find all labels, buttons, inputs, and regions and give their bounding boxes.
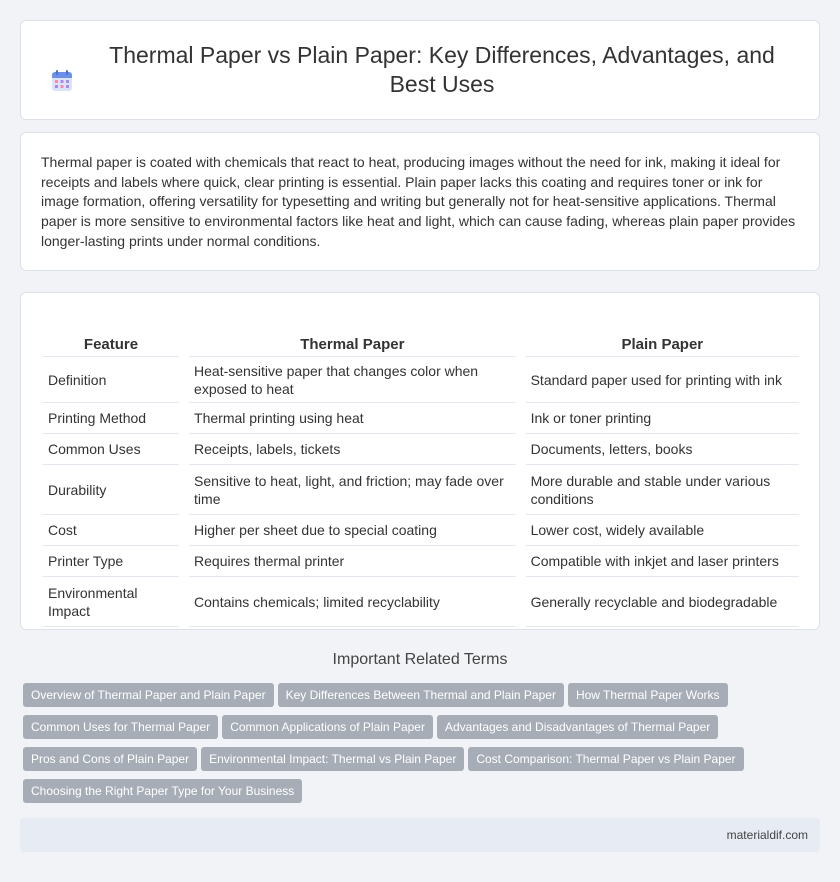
cell-thermal-paper: Higher per sheet due to special coating [189,515,516,546]
related-term-tag[interactable]: How Thermal Paper Works [568,683,728,707]
related-terms-title: Important Related Terms [332,651,508,668]
cell-plain-paper: Generally recyclable and biodegradable [526,577,799,627]
cell-thermal-paper: Receipts, labels, tickets [189,434,516,465]
title-card [20,20,820,120]
cell-plain-paper: Documents, letters, books [526,434,799,465]
related-term-tag[interactable]: Common Applications of Plain Paper [222,715,433,739]
related-term-tag[interactable]: Advantages and Disadvantages of Thermal Paper [437,715,718,739]
table-row [43,515,799,546]
related-term-tag[interactable]: Choosing the Right Paper Type for Your Business [23,779,302,803]
table-row [43,465,799,515]
cell-thermal-paper: Contains chemicals; limited recyclability [189,577,516,627]
page-title: Thermal Paper vs Plain Paper: Key Differences, Advantages, and Best Uses [109,42,775,97]
cell-feature: Printer Type [43,546,179,577]
cell-plain-paper: Lower cost, widely available [526,515,799,546]
header-thermal-paper: Thermal Paper [189,313,516,357]
intro-text: Thermal paper is coated with chemicals that react to heat, producing images without the need for ink, making it ideal for receipts and labels where quick, clear printing is essential. Plain paper lacks this coating and requires toner or ink for image formation, offering versatility for typesetting and writing but generally not for heat-sensitive applications. Thermal paper is more sensitive to environmental factors like heat and light, which can cause fading, whereas plain paper provides longer-lasting prints under normal conditions. [41,154,796,249]
related-term-tag[interactable]: Key Differences Between Thermal and Plain Paper [278,683,564,707]
cell-feature: Environmental Impact [43,577,179,627]
cell-feature: Cost [43,515,179,546]
header-plain-paper: Plain Paper [526,313,799,357]
related-term-tag[interactable]: Environmental Impact: Thermal vs Plain Paper [201,747,464,771]
calendar-icon [50,69,74,93]
cell-plain-paper: More durable and stable under various conditions [526,465,799,515]
intro-card [20,132,820,271]
cell-thermal-paper: Heat-sensitive paper that changes color when exposed to heat [189,357,516,403]
table-row [43,577,799,627]
related-term-tag[interactable]: Pros and Cons of Plain Paper [23,747,197,771]
cell-thermal-paper: Thermal printing using heat [189,403,516,434]
cell-plain-paper: Compatible with inkjet and laser printers [526,546,799,577]
comparison-table [43,313,799,627]
related-terms-list [23,683,823,811]
related-term-tag[interactable]: Overview of Thermal Paper and Plain Paper [23,683,274,707]
cell-feature: Definition [43,357,179,403]
cell-feature: Common Uses [43,434,179,465]
cell-feature: Printing Method [43,403,179,434]
footer [20,818,820,852]
cell-thermal-paper: Requires thermal printer [189,546,516,577]
cell-feature: Durability [43,465,179,515]
cell-plain-paper: Ink or toner printing [526,403,799,434]
comparison-card [20,292,820,630]
table-header-row [43,313,799,357]
cell-plain-paper: Standard paper used for printing with ink [526,357,799,403]
cell-thermal-paper: Sensitive to heat, light, and friction; may fade over time [189,465,516,515]
related-term-tag[interactable]: Common Uses for Thermal Paper [23,715,218,739]
related-term-tag[interactable]: Cost Comparison: Thermal Paper vs Plain Paper [468,747,743,771]
footer-site: materialdif.com [726,828,808,842]
table-row [43,357,799,403]
table-row [43,403,799,434]
header-feature: Feature [43,313,179,357]
table-row [43,546,799,577]
table-row [43,434,799,465]
